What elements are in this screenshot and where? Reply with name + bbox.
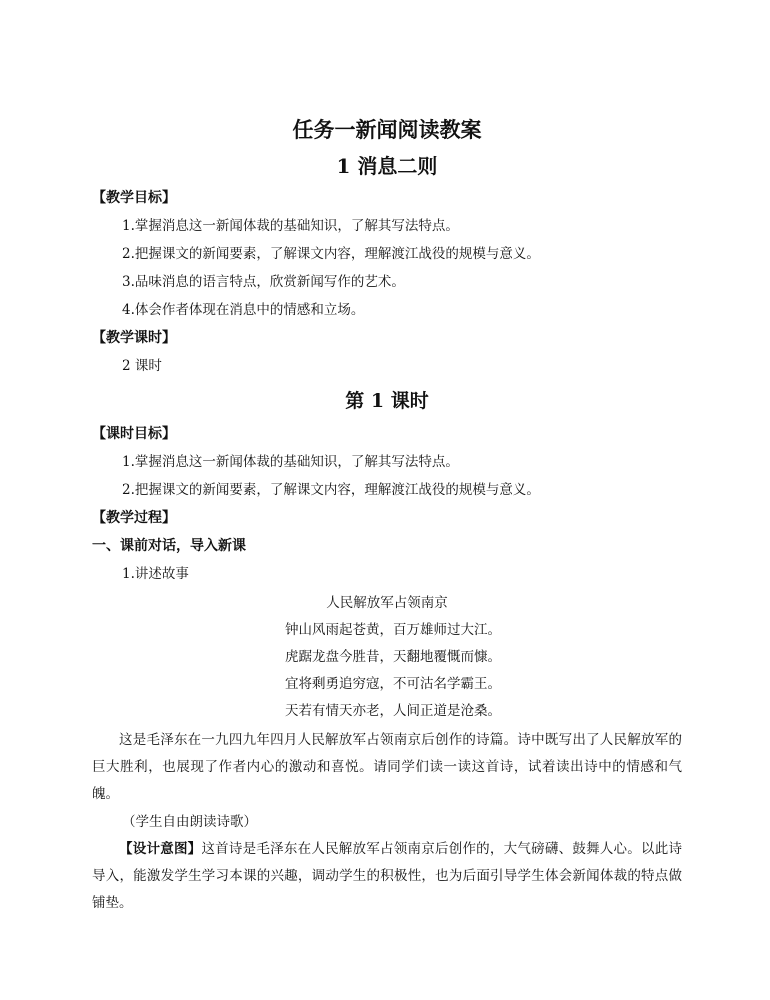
process-header: 【教学过程】: [92, 510, 176, 526]
poem-line: 钟山风雨起苍黄，百万雄师过大江。: [285, 622, 501, 638]
document-page: [92, 112, 682, 917]
objective-item: 3.品味消息的语言特点，欣赏新闻写作的艺术。: [122, 274, 405, 290]
design-intent-text: 这首诗是毛泽东在人民解放军占领南京后创作的，大气磅礴、鼓舞人心。以此诗导入，能激发学生学习本课的兴趣，调动学生的积极性，也为后面引导学生体会新闻体裁的特点做铺垫。: [92, 841, 683, 911]
poem-line: 宜将剩勇追穷寇，不可沽名学霸王。: [285, 676, 501, 692]
student-note: （学生自由朗读诗歌）: [122, 814, 257, 830]
poem-line: 虎踞龙盘今胜昔，天翻地覆慨而慷。: [285, 649, 501, 665]
hours-value: 2 课时: [122, 358, 162, 374]
objective-item: 1.掌握消息这一新闻体裁的基础知识，了解其写法特点。: [122, 218, 459, 234]
goal-item: 1.掌握消息这一新闻体裁的基础知识，了解其写法特点。: [122, 454, 459, 470]
poem-title: 人民解放军占领南京: [326, 595, 448, 611]
document-title: 任务一新闻阅读教案: [292, 117, 482, 142]
objective-item: 2.把握课文的新闻要素，了解课文内容，理解渡江战役的规模与意义。: [122, 246, 540, 262]
hours-header: 【教学课时】: [92, 330, 176, 346]
lesson1-title: 第 1 课时: [345, 390, 429, 412]
poem-line: 天若有情天亦老，人间正道是沧桑。: [285, 703, 501, 719]
step-subheading: 1.讲述故事: [122, 566, 189, 582]
design-intent-label: 【设计意图】: [119, 841, 202, 857]
goals-header: 【课时目标】: [92, 426, 176, 442]
step-heading: 一、课前对话，导入新课: [92, 538, 246, 554]
objective-item: 4.体会作者体现在消息中的情感和立场。: [122, 302, 365, 318]
body-paragraph: 这是毛泽东在一九四九年四月人民解放军占领南京后创作的诗篇。诗中既写出了人民解放军的巨大胜利，也展现了作者内心的激动和喜悦。请同学们读一读这首诗，试着读出诗中的情感和气魄。: [92, 732, 682, 802]
objectives-header: 【教学目标】: [92, 190, 176, 206]
goal-item: 2.把握课文的新闻要素，了解课文内容，理解渡江战役的规模与意义。: [122, 482, 540, 498]
document-subtitle: 1 消息二则: [336, 154, 438, 178]
design-intent: [92, 836, 682, 917]
